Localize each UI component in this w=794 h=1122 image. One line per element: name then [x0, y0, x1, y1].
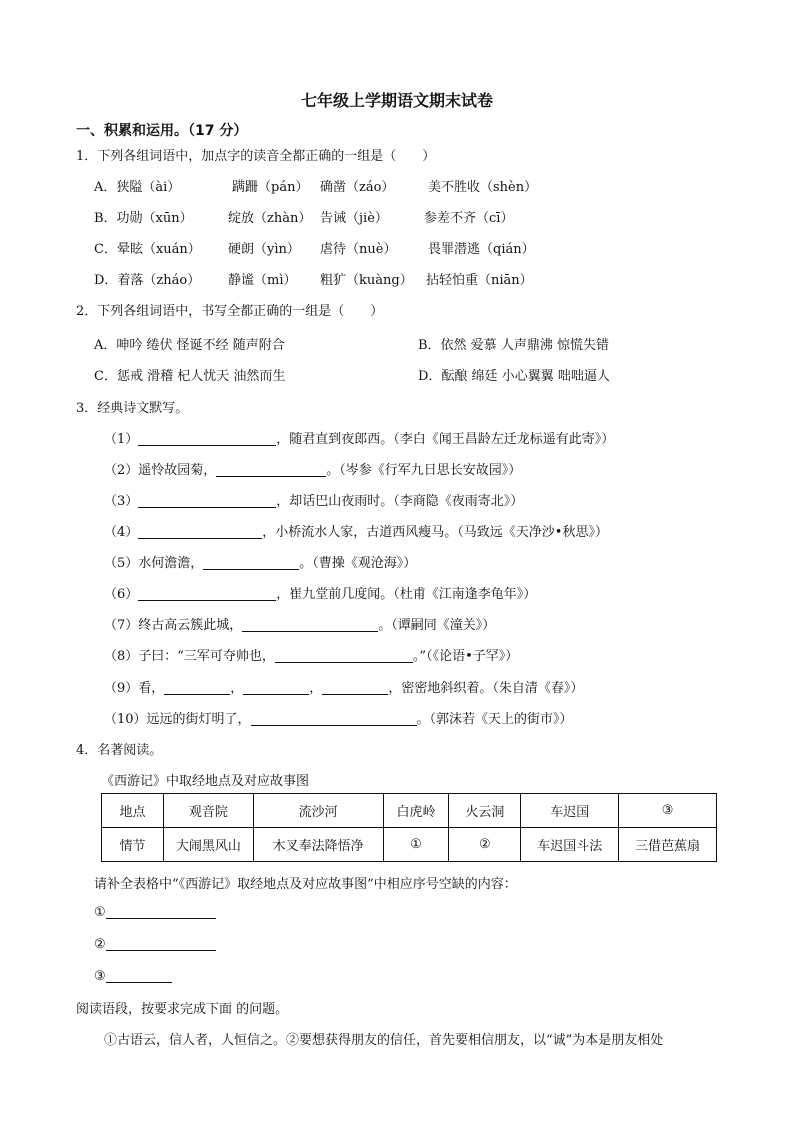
table-cell: 流沙河 [253, 794, 383, 828]
item-suffix: ，小桥流水人家，古道西风瘦马。（马致远《天净沙•秋思》） [262, 525, 608, 540]
item-prefix: （6） [104, 587, 139, 602]
item-suffix: 。（郭沫若《天上的街市》） [416, 712, 573, 727]
dictation-item-8 [104, 645, 518, 664]
table-cell: 白虎岭 [383, 794, 449, 828]
table-cell: 车迟国斗法 [521, 828, 619, 862]
answer-blank[interactable] [275, 648, 413, 663]
option-word: 参差不齐（cī） [424, 211, 514, 226]
answer-line-2 [94, 936, 216, 952]
option-word: 美不胜收（shèn） [428, 180, 538, 195]
question-2-option-b: B．依然 爱慕 人声鼎沸 惊慌失错 [418, 338, 609, 353]
item-suffix: 。（岑参《行军九日思长安故园》） [326, 463, 522, 478]
item-prefix: （8）子曰：“三军可夺帅也， [104, 649, 275, 664]
table-cell: ① [383, 828, 449, 862]
item-prefix: （10）远远的街灯明了， [104, 712, 251, 727]
dictation-item-3 [104, 490, 523, 509]
dictation-item-5 [104, 552, 416, 571]
table-cell: 大闹黑风山 [163, 828, 253, 862]
item-prefix: （9）看， [104, 681, 165, 696]
item-suffix: ，却话巴山夜雨时。（李商隐《夜雨寄北》） [276, 494, 524, 509]
item-prefix: （3） [104, 494, 139, 509]
dictation-item-9 [104, 677, 583, 696]
item-prefix: （5）水何澹澹， [104, 556, 204, 571]
dictation-item-7 [104, 614, 495, 633]
option-word: A．狭隘（ài） [94, 180, 181, 195]
question-2-option-c: C．惩戒 滑稽 杞人忧天 油然而生 [94, 369, 286, 384]
table-cell: 三借芭蕉扇 [619, 828, 717, 862]
option-word: 绽放（zhàn） [228, 211, 312, 226]
answer-blank[interactable] [138, 586, 276, 601]
question-3-stem: 3．经典诗文默写。 [76, 401, 189, 416]
item-suffix: 。”（《论语•子罕》） [412, 649, 519, 664]
table-cell: 车迟国 [521, 794, 619, 828]
table-cell: 火云洞 [449, 794, 521, 828]
option-word: 拈轻怕重（niān） [426, 273, 533, 288]
option-word: 硬朗（yìn） [228, 242, 300, 257]
answer-blank[interactable] [138, 431, 276, 446]
answer-blank[interactable] [164, 680, 230, 695]
dictation-item-4 [104, 521, 608, 540]
question-2-option-a: A．呻吟 绻伏 怪诞不经 随声附合 [94, 338, 285, 353]
dictation-item-1 [104, 428, 614, 447]
item-separator: ， [230, 681, 244, 696]
table-cell: 木叉奉法降悟净 [253, 828, 383, 862]
answer-blank[interactable] [322, 680, 388, 695]
item-suffix: ，密密地斜织着。（朱自清《春》） [388, 681, 584, 696]
option-word: B．功勋（xūn） [94, 211, 193, 226]
table-cell: ② [449, 828, 521, 862]
item-prefix: （1） [104, 432, 139, 447]
option-word: 粗犷（kuàng） [320, 273, 413, 288]
item-prefix: （2）遥怜故园菊， [104, 463, 217, 478]
answer-blank[interactable] [216, 462, 326, 477]
option-word: C．晕眩（xuán） [94, 242, 201, 257]
option-word: D．着落（zháo） [94, 273, 201, 288]
answer-line-1 [94, 904, 216, 920]
answer-blank[interactable] [243, 680, 309, 695]
item-suffix: ，崔九堂前几度闻。（杜甫《江南逢李龟年》） [276, 587, 537, 602]
table-row [102, 794, 717, 828]
answer-blank[interactable] [106, 968, 172, 983]
answer-blank[interactable] [242, 617, 378, 632]
page-title: 七年级上学期语文期末试卷 [300, 91, 493, 110]
answer-blank[interactable] [106, 936, 216, 951]
question-2-stem: 2．下列各组词语中，书写全都正确的一组是（ ） [76, 304, 384, 319]
dictation-item-10 [104, 708, 573, 727]
answer-blank[interactable] [251, 711, 417, 726]
question-4-stem: 4．名著阅读。 [76, 743, 163, 758]
option-word: 告诫（jiè） [320, 211, 388, 226]
answer-blank[interactable] [203, 555, 299, 570]
answer-number: ① [94, 905, 106, 920]
section-heading: 一、积累和运用。（17 分） [76, 123, 248, 139]
option-word: 虐待（nuè） [320, 242, 397, 257]
reading-intro: 阅读语段，按要求完成下面 的问题。 [76, 1002, 289, 1017]
item-suffix: ，随君直到夜郎西。（李白《闻王昌龄左迁龙标遥有此寄》） [276, 432, 615, 447]
reading-paragraph: ①古语云，信人者，人恒信之。②要想获得朋友的信任，首先要相信朋友，以“诚”为本是朋友相处 [104, 1033, 664, 1048]
option-word: 蹒跚（pán） [232, 180, 309, 195]
answer-number: ② [94, 937, 106, 952]
answer-line-3 [94, 968, 172, 984]
table-cell: ③ [619, 794, 717, 828]
option-word: 确凿（záo） [320, 180, 395, 195]
option-word: 畏罪潜逃（qián） [428, 242, 535, 257]
option-word: 静谧（mì） [228, 273, 297, 288]
question-1-stem: 1．下列各组词语中，加点字的读音全都正确的一组是（ ） [76, 149, 436, 164]
item-separator: ， [309, 681, 323, 696]
item-prefix: （7）终古高云簇此城， [104, 618, 243, 633]
item-suffix: 。（曹操《观沧海》） [299, 556, 417, 571]
table-row [102, 828, 717, 862]
item-suffix: 。（谭嗣同《潼关》） [378, 618, 496, 633]
answer-blank[interactable] [138, 493, 276, 508]
table-cell: 观音院 [163, 794, 253, 828]
answer-blank[interactable] [138, 524, 262, 539]
answer-number: ③ [94, 969, 106, 984]
journey-table [101, 793, 717, 862]
table-cell: 地点 [102, 794, 164, 828]
question-2-option-d: D．酝酿 绵廷 小心翼翼 咄咄逼人 [418, 369, 610, 384]
item-prefix: （4） [104, 525, 139, 540]
table-caption: 《西游记》中取经地点及对应故事图 [101, 774, 310, 789]
table-cell: 情节 [102, 828, 164, 862]
dictation-item-6 [104, 583, 536, 602]
dictation-item-2 [104, 459, 521, 478]
answer-blank[interactable] [106, 904, 216, 919]
table-instruction: 请补全表格中“《西游记》取经地点及对应故事图”中相应序号空缺的内容： [94, 877, 517, 892]
